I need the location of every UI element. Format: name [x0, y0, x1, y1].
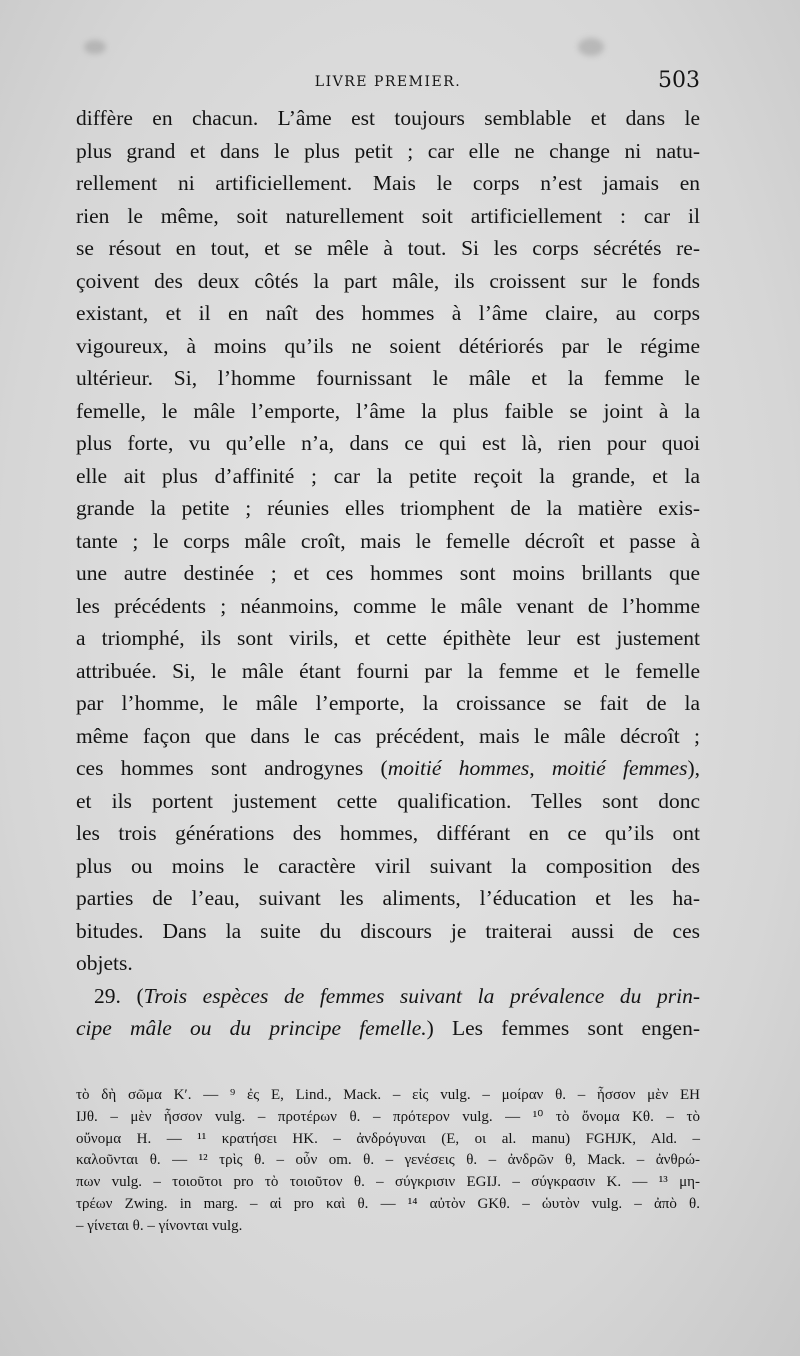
text-line: parties de l’eau, suivant les aliments, l’éducation et les ha-: [76, 886, 700, 910]
section-heading: cipe mâle ou du principe femelle.: [76, 1016, 427, 1040]
text-line: même façon que dans le cas précédent, mais le mâle décroît ;: [76, 723, 700, 748]
text-line: attribuée. Si, le mâle étant fourni par la femme et le femelle: [76, 658, 700, 683]
footnote-line: πων vulg. – τοιοῦτοι pro τὸ τοιοῦτον θ. – σύγκρισιν EGIJ. – σύγκρασιν K. — ¹³ μη-: [76, 1174, 700, 1191]
ink-smudge: [578, 38, 604, 56]
footnotes: [76, 1085, 700, 1238]
ink-smudge: [84, 40, 106, 54]
footnote-line: – γίνεται θ. – γίνονται vulg.: [76, 1217, 243, 1234]
text-line: une autre destinée ; et ces hommes sont moins brillants que: [76, 561, 700, 585]
body-text: [76, 102, 700, 1045]
text-line: existant, et il en naît des hommes à l’âme claire, au corps: [76, 301, 700, 325]
text-span: ) Les femmes sont engen-: [426, 1016, 700, 1040]
text-line: les trois générations des hommes, différant en ce qu’ils ont: [76, 821, 700, 845]
text-line: bitudes. Dans la suite du discours je traiterai aussi de ces: [76, 918, 700, 943]
text-line: par l’homme, le mâle l’emporte, la croissance se fait de la: [76, 691, 700, 715]
text-line: plus grand et dans le plus petit ; car elle ne change ni natu-: [76, 138, 700, 163]
text-line: ultérieur. Si, l’homme fournissant le mâle et la femme le: [76, 366, 700, 390]
text-line: elle ait plus d’affinité ; car la petite reçoit la grande, et la: [76, 463, 700, 488]
text-line: tante ; le corps mâle croît, mais le femelle décroît et passe à: [76, 528, 700, 553]
footnote-line: τρέων Zwing. in marg. – αἱ pro καὶ θ. — ¹⁴ αὐτὸν GKθ. – ὡυτὸν vulg. – ἀπὸ θ.: [76, 1195, 700, 1212]
text-line: rien le même, soit naturellement soit artificiellement : car il: [76, 203, 700, 228]
text-line: a triomphé, ils sont virils, et cette épithète leur est justement: [76, 626, 700, 650]
section-heading: Trois espèces de femmes suivant la prévalence du prin-: [143, 983, 700, 1008]
text-line: plus ou moins le caractère viril suivant la composition des: [76, 853, 700, 878]
text-line: diffère en chacun. L’âme est toujours semblable et dans le: [76, 106, 700, 130]
page-number: 503: [658, 68, 700, 93]
section-heading-line-2: [76, 1012, 700, 1045]
text-line: grande la petite ; réunies elles triomphent de la matière exis-: [76, 496, 700, 520]
footnote-line: IJθ. – μὲν ἧσσον vulg. – προτέρων θ. – πρότερον vulg. — ¹⁰ τὸ ὄνομα Kθ. – τὸ: [76, 1108, 700, 1125]
page-header: [76, 68, 700, 102]
text-line: et ils portent justement cette qualification. Telles sont donc: [76, 788, 700, 813]
text-span: ),: [687, 756, 701, 780]
text-line: objets.: [76, 951, 133, 975]
text-line-androgynes: [76, 752, 700, 785]
footnote-line: καλοῦνται θ. — ¹² τρὶς θ. – οὖν om. θ. – γενέσεις θ. – ἀνδρῶν θ, Mack. – ἀνθρώ-: [76, 1152, 700, 1169]
footnote-line: τὸ δὴ σῶμα K′. — ⁹ ἐς E, Lind., Mack. – εἰς vulg. – μοίραν θ. – ἧσσον μὲν EH: [76, 1087, 700, 1103]
running-head: LIVRE PREMIER.: [314, 74, 462, 90]
text-line: plus forte, vu qu’elle n’a, dans ce qui est là, rien pour quoi: [76, 431, 700, 455]
text-line: rellement ni artificiellement. Mais le corps n’est jamais en: [76, 171, 700, 195]
footnote-line: οὔνομα H. — ¹¹ κρατήσει HK. – ἀνδρόγυναι (E, οι al. manu) FGHJK, Ald. –: [76, 1130, 700, 1147]
section-heading-line-1: [76, 980, 700, 1013]
section-number: 29. (: [94, 983, 144, 1008]
text-line: çoivent des deux côtés la part mâle, ils croissent sur le fonds: [76, 268, 700, 293]
italic-gloss: moitié hommes, moitié femmes: [387, 756, 688, 780]
text-line: vigoureux, à moins qu’ils ne soient détériorés par le régime: [76, 333, 700, 358]
text-line: se résout en tout, et se mêle à tout. Si les corps sécrétés re-: [76, 236, 700, 260]
text-span: ces hommes sont androgynes (: [76, 756, 388, 780]
text-line: femelle, le mâle l’emporte, l’âme la plus faible se joint à la: [76, 398, 700, 423]
text-line: les précédents ; néanmoins, comme le mâle venant de l’homme: [76, 593, 700, 618]
